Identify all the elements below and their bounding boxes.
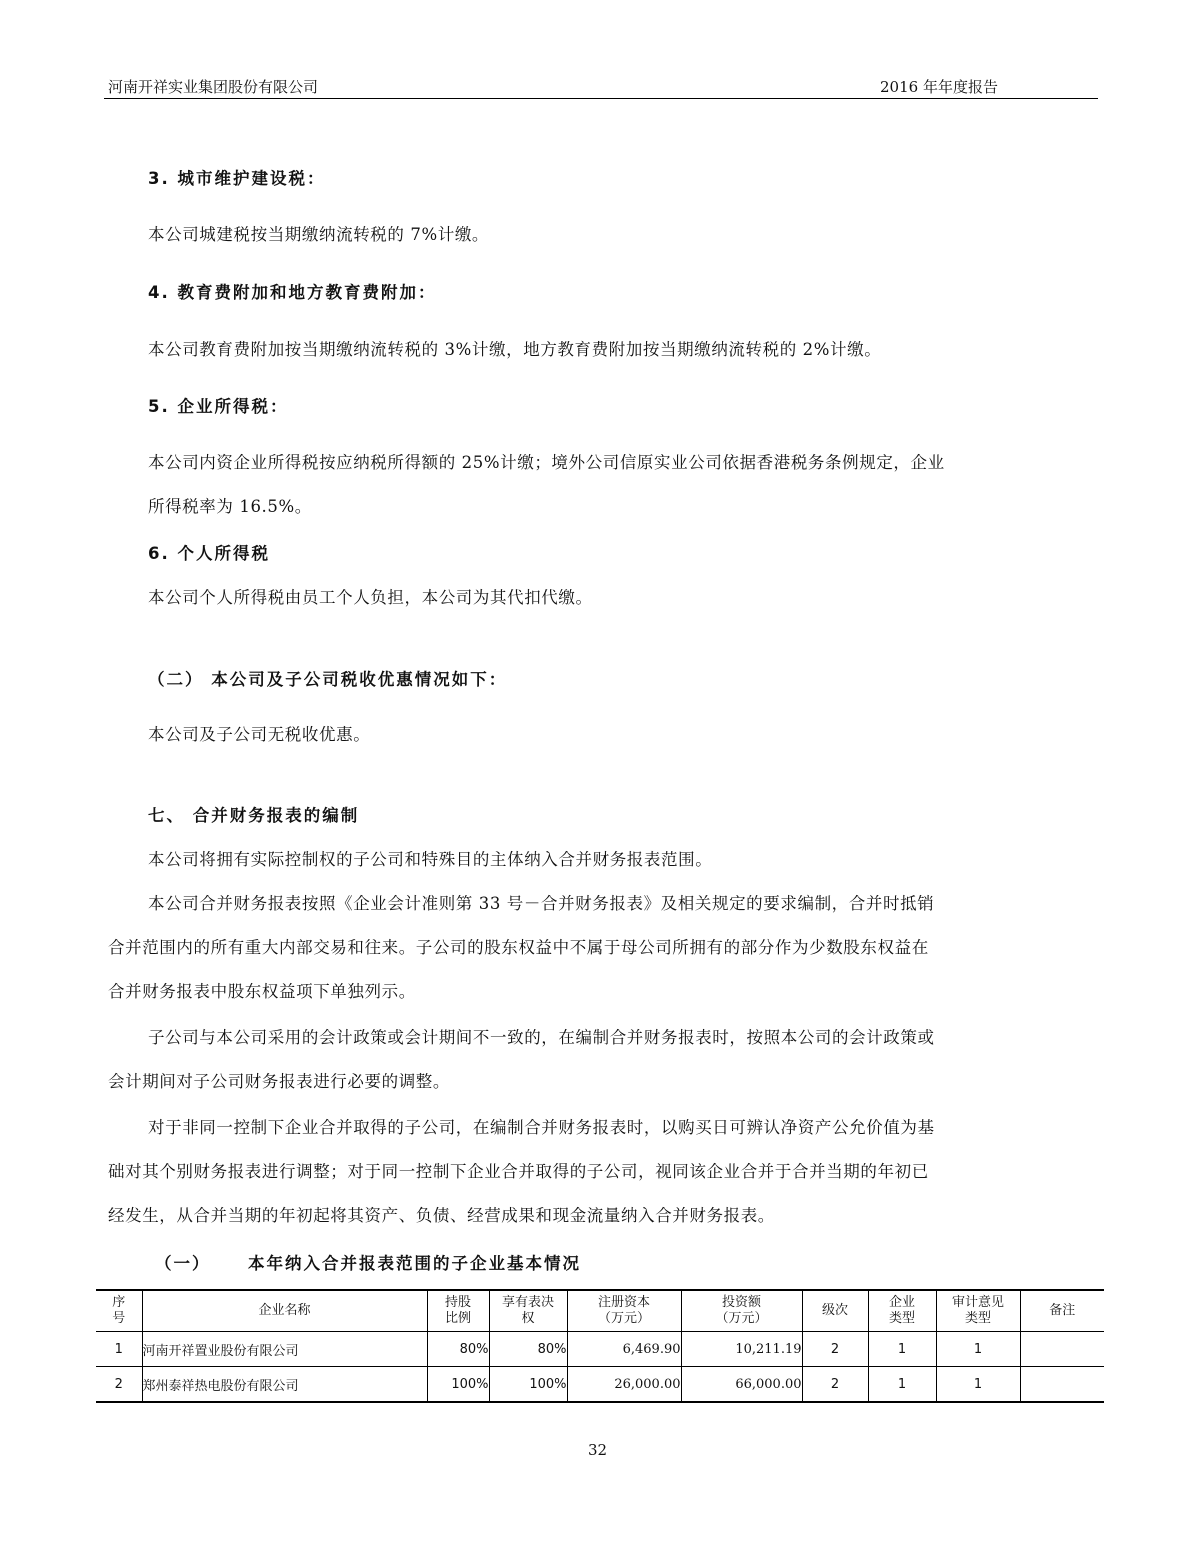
cell-share: 80% — [427, 1332, 489, 1367]
col-header-vote: 享有表决 权 — [489, 1290, 567, 1332]
section-7-para-4-line-3: 经发生，从合并当期的年初起将其资产、负债、经营成果和现金流量纳入合并财务报表。 — [108, 1206, 775, 1225]
subsidiary-table — [96, 1289, 1104, 1403]
section-3-body: 本公司城建税按当期缴纳流转税的 7%计缴。 — [148, 225, 490, 244]
cell-seq: 2 — [96, 1367, 142, 1403]
cell-type: 1 — [868, 1367, 936, 1403]
cell-level: 2 — [802, 1367, 868, 1403]
section-4-heading: 4. 教育费附加和地方教育费附加： — [148, 283, 437, 302]
section-7-para-3-line-1: 子公司与本公司采用的会计政策或会计期间不一致的，在编制合并财务报表时，按照本公司的会计政策或 — [148, 1028, 935, 1047]
section-7-para-1: 本公司将拥有实际控制权的子公司和特殊目的主体纳入合并财务报表范围。 — [148, 850, 713, 869]
cell-name: 郑州泰祥热电股份有限公司 — [142, 1367, 427, 1403]
cell-seq: 1 — [96, 1332, 142, 1367]
cell-note — [1020, 1367, 1104, 1403]
section-7-para-2-line-2: 合并范围内的所有重大内部交易和往来。子公司的股东权益中不属于母公司所拥有的部分作为少数股东权益在 — [108, 938, 929, 957]
col-header-invest: 投资额 （万元） — [681, 1290, 802, 1332]
cell-share: 100% — [427, 1367, 489, 1403]
cell-level: 2 — [802, 1332, 868, 1367]
cell-type: 1 — [868, 1332, 936, 1367]
table-row — [96, 1367, 1104, 1403]
section-7-heading: 七、 合并财务报表的编制 — [148, 806, 360, 825]
section-7-para-2-line-3: 合并财务报表中股东权益项下单独列示。 — [108, 982, 416, 1001]
page-number: 32 — [588, 1441, 608, 1459]
header-company: 河南开祥实业集团股份有限公司 — [108, 78, 319, 96]
section-6-heading: 6. 个人所得税 — [148, 544, 270, 563]
cell-invest: 66,000.00 — [681, 1367, 802, 1403]
subsection-1-title: 本年纳入合并报表范围的子企业基本情况 — [248, 1254, 581, 1273]
header-divider — [104, 98, 1098, 99]
section-7-para-3-line-2: 会计期间对子公司财务报表进行必要的调整。 — [108, 1072, 450, 1091]
cell-capital: 26,000.00 — [567, 1367, 681, 1403]
col-header-note: 备注 — [1020, 1290, 1104, 1332]
col-header-type: 企业 类型 — [868, 1290, 936, 1332]
section-5-body-line-1: 本公司内资企业所得税按应纳税所得额的 25%计缴；境外公司信原实业公司依据香港税务条例规定，企业 — [148, 453, 945, 472]
col-header-share: 持股 比例 — [427, 1290, 489, 1332]
cell-vote: 80% — [489, 1332, 567, 1367]
col-header-level: 级次 — [802, 1290, 868, 1332]
section-7-para-2-line-1: 本公司合并财务报表按照《企业会计准则第 33 号－合并财务报表》及相关规定的要求编制，合并时抵销 — [148, 894, 935, 913]
cell-note — [1020, 1332, 1104, 1367]
section-5-body-line-2: 所得税率为 16.5%。 — [148, 497, 312, 516]
col-header-capital: 注册资本 （万元） — [567, 1290, 681, 1332]
section-7-para-4-line-2: 础对其个别财务报表进行调整；对于同一控制下企业合并取得的子公司，视同该企业合并于合并当期的年初已 — [108, 1162, 929, 1181]
col-header-name: 企业名称 — [142, 1290, 427, 1332]
subsection-1-number: （一） — [155, 1254, 211, 1273]
section-7-para-4-line-1: 对于非同一控制下企业合并取得的子公司，在编制合并财务报表时，以购买日可辨认净资产公允价值为基 — [148, 1118, 935, 1137]
cell-capital: 6,469.90 — [567, 1332, 681, 1367]
cell-name: 河南开祥置业股份有限公司 — [142, 1332, 427, 1367]
table-row — [96, 1332, 1104, 1367]
table-header-row — [96, 1290, 1104, 1332]
cell-vote: 100% — [489, 1367, 567, 1403]
section-3-heading: 3. 城市维护建设税： — [148, 169, 326, 188]
section-5-heading: 5. 企业所得税： — [148, 397, 289, 416]
cell-invest: 10,211.19 — [681, 1332, 802, 1367]
section-4-body: 本公司教育费附加按当期缴纳流转税的 3%计缴，地方教育费附加按当期缴纳流转税的 2%计缴。 — [148, 340, 882, 359]
section-6-body: 本公司个人所得税由员工个人负担，本公司为其代扣代缴。 — [148, 588, 593, 607]
cell-audit: 1 — [936, 1367, 1020, 1403]
tax-incentive-heading: （二） 本公司及子公司税收优惠情况如下： — [148, 670, 508, 689]
cell-audit: 1 — [936, 1332, 1020, 1367]
col-header-seq: 序 号 — [96, 1290, 142, 1332]
tax-incentive-body: 本公司及子公司无税收优惠。 — [148, 725, 371, 744]
col-header-audit: 审计意见 类型 — [936, 1290, 1020, 1332]
header-report-title: 2016 年年度报告 — [880, 78, 998, 96]
